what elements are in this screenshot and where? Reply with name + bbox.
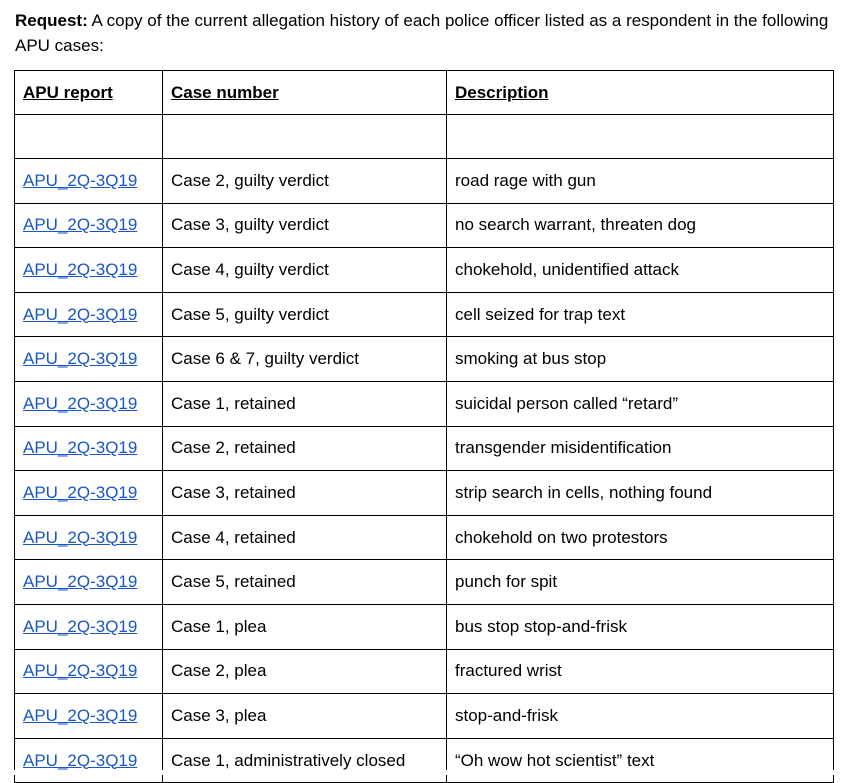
case-number-cell: Case 5, guilty verdict [163,292,447,337]
apu-report-link[interactable]: APU_2Q-3Q19 [23,527,138,547]
blank-cell [447,115,834,159]
description-cell: no search warrant, threaten dog [447,203,834,248]
table-row [15,203,834,248]
apu-report-cell [15,694,163,739]
apu-report-link[interactable]: APU_2Q-3Q19 [23,170,138,190]
description-cell: cell seized for trap text [447,292,834,337]
description-cell: transgender misidentification [447,426,834,471]
blank-cell [163,115,447,159]
description-cell: suicidal person called “retard” [447,381,834,426]
apu-report-link[interactable]: APU_2Q-3Q19 [23,572,138,592]
description-cell: stop-and-frisk [447,694,834,739]
case-number-cell: Case 1, plea [163,604,447,649]
apu-report-link[interactable]: APU_2Q-3Q19 [23,393,138,413]
table-row [15,292,834,337]
case-number-cell: Case 1, administratively closed [163,738,447,783]
apu-report-cell [15,738,163,783]
blank-cell [15,115,163,159]
case-number-cell: Case 3, plea [163,694,447,739]
case-number-cell: Case 1, retained [163,381,447,426]
header-apu-report: APU report [15,71,163,115]
case-number-cell: Case 3, retained [163,471,447,516]
apu-report-cell [15,604,163,649]
description-cell: “Oh wow hot scientist” text [447,738,834,783]
table-row [15,337,834,382]
table-row [15,381,834,426]
apu-report-link[interactable]: APU_2Q-3Q19 [23,705,138,725]
table-header-row [15,71,834,115]
apu-report-link[interactable]: APU_2Q-3Q19 [23,304,138,324]
description-cell: road rage with gun [447,159,834,204]
case-number-cell: Case 6 & 7, guilty verdict [163,337,447,382]
case-number-cell: Case 3, guilty verdict [163,203,447,248]
table-row [15,426,834,471]
request-paragraph [15,8,840,58]
apu-report-cell [15,337,163,382]
apu-report-cell [15,515,163,560]
description-cell: smoking at bus stop [447,337,834,382]
description-cell: chokehold, unidentified attack [447,248,834,293]
apu-report-cell [15,560,163,605]
table-row [15,738,834,783]
case-number-cell: Case 2, guilty verdict [163,159,447,204]
apu-report-cell [15,649,163,694]
description-cell: punch for spit [447,560,834,605]
apu-report-link[interactable]: APU_2Q-3Q19 [23,259,138,279]
apu-report-cell [15,203,163,248]
page-cut-edge [0,770,852,775]
case-number-cell: Case 2, plea [163,649,447,694]
table-row [15,471,834,516]
table-row [15,649,834,694]
header-description: Description [447,71,834,115]
table-row [15,604,834,649]
table-row [15,515,834,560]
case-number-cell: Case 4, retained [163,515,447,560]
case-number-cell: Case 4, guilty verdict [163,248,447,293]
apu-report-cell [15,159,163,204]
apu-report-link[interactable]: APU_2Q-3Q19 [23,482,138,502]
apu-cases-table [14,70,834,783]
case-number-cell: Case 2, retained [163,426,447,471]
apu-report-link[interactable]: APU_2Q-3Q19 [23,215,138,235]
apu-report-link[interactable]: APU_2Q-3Q19 [23,438,138,458]
table-body [15,115,834,783]
header-case-number: Case number [163,71,447,115]
table-row [15,694,834,739]
table-row [15,248,834,293]
apu-report-link[interactable]: APU_2Q-3Q19 [23,661,138,681]
blank-row [15,115,834,159]
case-number-cell: Case 5, retained [163,560,447,605]
apu-report-cell [15,292,163,337]
apu-report-cell [15,248,163,293]
table-row [15,560,834,605]
apu-report-cell [15,426,163,471]
description-cell: fractured wrist [447,649,834,694]
table-row [15,159,834,204]
description-cell: strip search in cells, nothing found [447,471,834,516]
apu-report-cell [15,381,163,426]
description-cell: chokehold on two protestors [447,515,834,560]
description-cell: bus stop stop-and-frisk [447,604,834,649]
apu-report-link[interactable]: APU_2Q-3Q19 [23,750,138,770]
apu-report-cell [15,471,163,516]
apu-report-link[interactable]: APU_2Q-3Q19 [23,349,138,369]
apu-report-link[interactable]: APU_2Q-3Q19 [23,616,138,636]
request-label: Request: [15,11,88,30]
request-text: A copy of the current allegation history of each police officer listed as a respondent in the following APU cases: [15,11,829,55]
